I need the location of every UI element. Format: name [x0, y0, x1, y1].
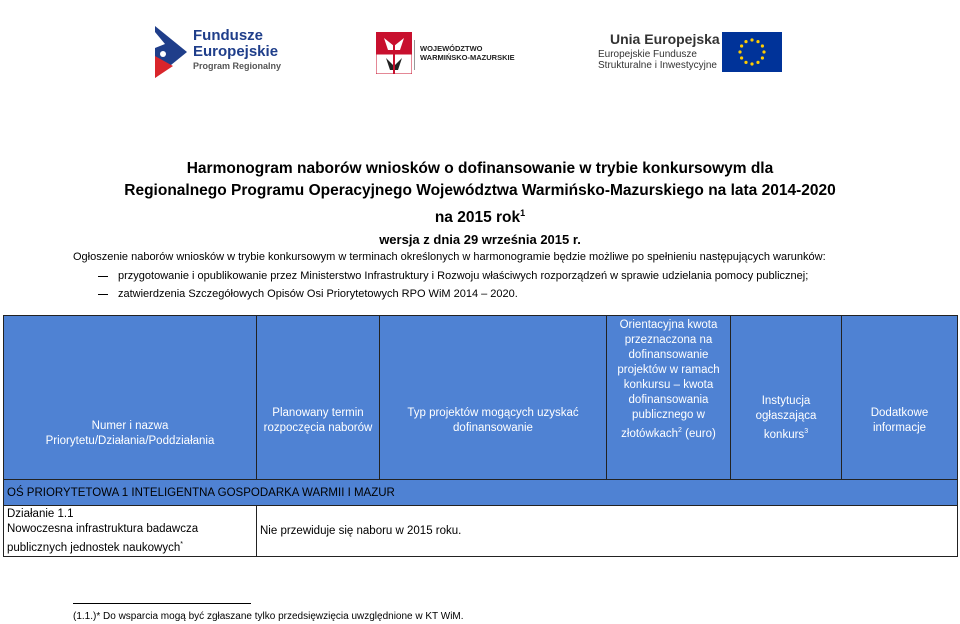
- header-institution: Instytucja ogłaszająca konkurs$^3$: [731, 316, 842, 480]
- condition-1: przygotowanie i opublikowanie przez Ministerstwo Infrastruktury i Rozwoju właściwych rozporządzeń w sprawie udzielania pomocy publicznej;: [98, 270, 808, 282]
- fe-logo-line1: Fundusze: [193, 27, 263, 44]
- fe-logo-line2: Europejskie: [193, 42, 279, 60]
- fe-logo: [155, 24, 295, 80]
- fe-flag-icon: [155, 26, 187, 78]
- priority-axis-label: OŚ PRIORYTETOWA 1 INTELIGENTNA GOSPODARKA WARMII I MAZUR: [4, 480, 958, 506]
- ue-logo: [598, 24, 848, 80]
- header-amount: Orientacyjna kwota przeznaczona na dofinansowanie projektów w ramach konkursu – kwota dofinansowania publicznego w złotówkach$^2$ (euro): [607, 316, 731, 480]
- ue-logo-line1: Unia Europejska: [610, 31, 720, 47]
- dash-bullet: [98, 294, 108, 295]
- wm-logo-line1: WOJEWÓDZTWO: [420, 44, 483, 53]
- title-version: wersja z dnia 29 września 2015 r.: [379, 232, 581, 248]
- fe-logo-line3: Program Regionalny: [193, 60, 282, 71]
- coat-of-arms-icon: [376, 32, 412, 74]
- header-priority-number: Numer i nazwa Priorytetu/Działania/Poddziałania: [4, 316, 257, 480]
- action-cell: [4, 506, 257, 557]
- condition-2: zatwierdzenia Szczegółowych Opisów Osi Priorytetowych RPO WiM 2014 – 2020.: [98, 288, 518, 300]
- table-header-row: [4, 316, 958, 480]
- schedule-table: [3, 315, 958, 557]
- action-name: Nowoczesna infrastruktura badawcza publicznych jednostek naukowych*: [7, 522, 199, 554]
- action-note: Nie przewiduje się naboru w 2015 roku.: [257, 506, 958, 557]
- wm-logo-line2: WARMIŃSKO-MAZURSKIE: [420, 53, 515, 63]
- footnote-separator: [73, 603, 251, 604]
- table-row: [4, 506, 958, 557]
- header-project-type: Typ projektów mogących uzyskać dofinansowanie: [380, 316, 607, 480]
- wm-separator: [414, 40, 415, 70]
- eu-flag-icon: [722, 32, 782, 72]
- intro-text: Ogłoszenie naborów wniosków w trybie konkursowym w terminach określonych w harmonogramie będzie możliwe po spełnieniu następujących warunków:: [73, 251, 826, 263]
- footnote: (1.1.)* Do wsparcia mogą być zgłaszane tylko przedsięwzięcia uwzględnione w KT WiM.: [73, 611, 464, 622]
- title-line1: Harmonogram naborów wniosków o dofinansowanie w trybie konkursowym dla: [186, 160, 774, 177]
- ue-logo-line2: Europejskie Fundusze: [598, 49, 697, 61]
- action-number: Działanie 1.1: [7, 507, 74, 520]
- title-line2: Regionalnego Programu Operacyjnego Województwa Warmińsko-Mazurskiego na lata 2014-2020: [124, 182, 836, 199]
- header-start-date: Planowany termin rozpoczęcia naborów: [257, 316, 380, 480]
- ue-logo-line3: Strukturalne i Inwestycyjne: [598, 60, 717, 72]
- header-additional-info: Dodatkowe informacje: [842, 316, 958, 480]
- title-footnote-ref: 1: [520, 208, 526, 218]
- wm-logo: [376, 24, 536, 80]
- document-title: [0, 158, 960, 251]
- title-line3: na 2015 rok$^1$: [434, 208, 526, 227]
- priority-axis-row: [4, 480, 958, 506]
- dash-bullet: [98, 276, 108, 277]
